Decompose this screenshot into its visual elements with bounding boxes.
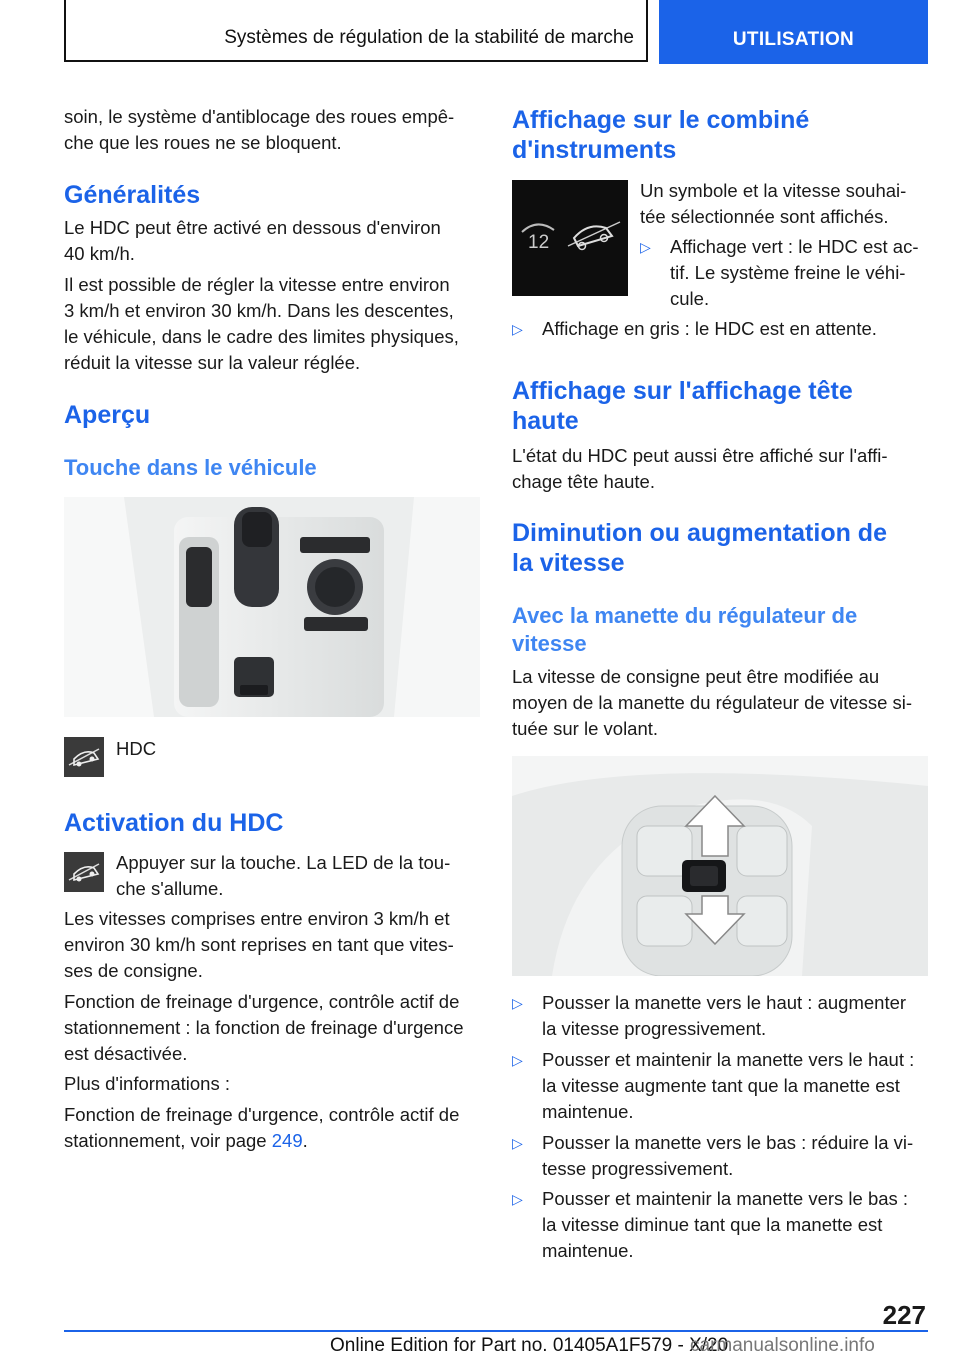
text-line: tif. Le système freine le véhi- bbox=[670, 262, 906, 283]
steering-wheel-photo bbox=[512, 756, 928, 976]
list-item-text bbox=[542, 1186, 908, 1264]
text-line: Fonction de freinage d'urgence, contrôle actif de bbox=[64, 991, 460, 1012]
list-item bbox=[512, 1186, 928, 1264]
text-line: Pousser et maintenir la manette vers le haut : bbox=[542, 1049, 915, 1070]
hdc-car-downhill-icon bbox=[64, 737, 104, 777]
header-title-box bbox=[64, 0, 648, 62]
text-line: Pousser la manette vers le bas : réduire la vi- bbox=[542, 1132, 914, 1153]
watermark: carmanualsonline.info bbox=[690, 1335, 875, 1356]
list-item bbox=[640, 234, 930, 312]
text-line: la vitesse diminue tant que la manette est bbox=[542, 1214, 883, 1235]
heading-line: la vitesse bbox=[512, 549, 625, 577]
cluster-speed: 12 bbox=[528, 232, 550, 253]
chapter-title: Systèmes de régulation de la stabilité de marche bbox=[224, 27, 634, 48]
bullet-triangle-icon: ▷ bbox=[512, 1135, 523, 1151]
heading-line: Affichage sur le combiné bbox=[512, 106, 810, 134]
text-line: réduit la vitesse sur la valeur réglée. bbox=[64, 352, 361, 373]
footer-rule bbox=[64, 1330, 928, 1332]
text-line: la vitesse progressivement. bbox=[542, 1018, 767, 1039]
subheading-manette bbox=[512, 602, 857, 658]
center-console-photo bbox=[64, 497, 480, 717]
text-line: Le HDC peut être activé en dessous d'environ bbox=[64, 217, 441, 238]
intro-text bbox=[64, 104, 454, 156]
page-link[interactable]: 249 bbox=[271, 1130, 303, 1151]
text-line: stationnement : la fonction de freinage d'urgence bbox=[64, 1017, 464, 1038]
text-line: est désactivée. bbox=[64, 1043, 188, 1064]
list-item-text bbox=[542, 990, 906, 1042]
heading-generalites: Généralités bbox=[64, 181, 201, 209]
list-item-text bbox=[542, 1047, 914, 1125]
subheading-touche: Touche dans le véhicule bbox=[64, 455, 317, 480]
heading-line: Avec la manette du régulateur de bbox=[512, 603, 858, 628]
heading-line: d'instruments bbox=[512, 136, 677, 164]
text-line: Affichage vert : le HDC est ac- bbox=[670, 236, 919, 257]
activation-instruction bbox=[116, 850, 450, 902]
paragraph bbox=[512, 443, 888, 495]
ref-text: stationnement, voir page bbox=[64, 1130, 272, 1151]
bullet-triangle-icon: ▷ bbox=[512, 995, 523, 1011]
text-line: La vitesse de consigne peut être modifiée au bbox=[512, 666, 880, 687]
text-line: moyen de la manette du régulateur de vitesse si- bbox=[512, 692, 913, 713]
list-item bbox=[512, 1130, 928, 1182]
page-number: 227 bbox=[882, 1300, 926, 1330]
text-line: Pousser et maintenir la manette vers le bas : bbox=[542, 1188, 909, 1209]
list-item-text: Affichage en gris : le HDC est en attente. bbox=[542, 318, 877, 339]
text-line: maintenue. bbox=[542, 1101, 634, 1122]
cross-reference bbox=[64, 1102, 459, 1154]
heading-affichage-combine bbox=[512, 105, 809, 165]
text-line: le véhicule, dans le cadre des limites physiques, bbox=[64, 326, 459, 347]
text-line: tuée sur le volant. bbox=[512, 718, 659, 739]
text-line: che que les roues ne se bloquent. bbox=[64, 132, 342, 153]
hdc-caption: HDC bbox=[116, 738, 157, 759]
text-line: soin, le système d'antiblocage des roues empê- bbox=[64, 106, 455, 127]
text-line: Fonction de freinage d'urgence, contrôle actif de bbox=[64, 1104, 460, 1125]
cruise-control-lever-illustration bbox=[512, 756, 928, 976]
text-line: L'état du HDC peut aussi être affiché sur l'affi- bbox=[512, 445, 888, 466]
text-line: chage tête haute. bbox=[512, 471, 655, 492]
heading-affichage-tete-haute bbox=[512, 376, 853, 436]
text-line: 40 km/h. bbox=[64, 243, 135, 264]
ref-text: . bbox=[302, 1130, 308, 1151]
instrument-cluster-display bbox=[512, 180, 628, 296]
bullet-triangle-icon: ▷ bbox=[512, 321, 523, 337]
list-item-text bbox=[670, 234, 918, 312]
text-line: Les vitesses comprises entre environ 3 km/h et bbox=[64, 908, 450, 929]
hdc-car-downhill-icon bbox=[64, 852, 104, 892]
hdc-icon bbox=[64, 737, 104, 777]
text-line: ses de consigne. bbox=[64, 960, 203, 981]
text-line: cule. bbox=[670, 288, 710, 309]
text-line: che s'allume. bbox=[116, 878, 224, 899]
text-line: Il est possible de régler la vitesse entre environ bbox=[64, 274, 450, 295]
paragraph bbox=[64, 989, 464, 1067]
paragraph bbox=[64, 906, 454, 984]
heading-line: haute bbox=[512, 407, 579, 435]
section-tab bbox=[659, 0, 928, 64]
heading-line: Affichage sur l'affichage tête bbox=[512, 377, 853, 405]
text-line: la vitesse augmente tant que la manette est bbox=[542, 1075, 900, 1096]
text-line bbox=[64, 1128, 459, 1154]
paragraph bbox=[640, 178, 906, 230]
console-illustration bbox=[64, 497, 480, 717]
text-line: Un symbole et la vitesse souhai- bbox=[640, 180, 907, 201]
heading-line: Diminution ou augmentation de bbox=[512, 519, 887, 547]
paragraph bbox=[512, 664, 912, 742]
bullet-triangle-icon: ▷ bbox=[512, 1191, 523, 1207]
heading-apercu: Aperçu bbox=[64, 401, 151, 429]
text-line: tée sélectionnée sont affichés. bbox=[640, 206, 889, 227]
page-header bbox=[64, 0, 928, 64]
paragraph bbox=[64, 215, 441, 267]
list-item bbox=[512, 1047, 928, 1125]
hdc-button-icon bbox=[64, 852, 104, 892]
heading-line: vitesse bbox=[512, 631, 587, 656]
text-line: 3 km/h et environ 30 km/h. Dans les descentes, bbox=[64, 300, 454, 321]
list-item bbox=[512, 316, 928, 342]
section-label: UTILISATION bbox=[732, 29, 855, 50]
heading-activation: Activation du HDC bbox=[64, 809, 284, 837]
text-line: maintenue. bbox=[542, 1240, 634, 1261]
paragraph: Plus d'informations : bbox=[64, 1073, 230, 1094]
bullet-triangle-icon: ▷ bbox=[512, 1052, 523, 1068]
bullet-triangle-icon: ▷ bbox=[640, 239, 651, 255]
edition-text: Online Edition for Part no. 01405A1F579 - X/20 bbox=[330, 1335, 729, 1356]
text-line: tesse progressivement. bbox=[542, 1158, 734, 1179]
list-item-text bbox=[542, 1130, 913, 1182]
text-line: Appuyer sur la touche. La LED de la tou- bbox=[116, 852, 451, 873]
heading-diminution bbox=[512, 518, 887, 578]
text-line: Pousser la manette vers le haut : augmenter bbox=[542, 992, 907, 1013]
list-item bbox=[512, 990, 928, 1042]
paragraph bbox=[64, 272, 459, 376]
text-line: environ 30 km/h sont reprises en tant que vites- bbox=[64, 934, 454, 955]
